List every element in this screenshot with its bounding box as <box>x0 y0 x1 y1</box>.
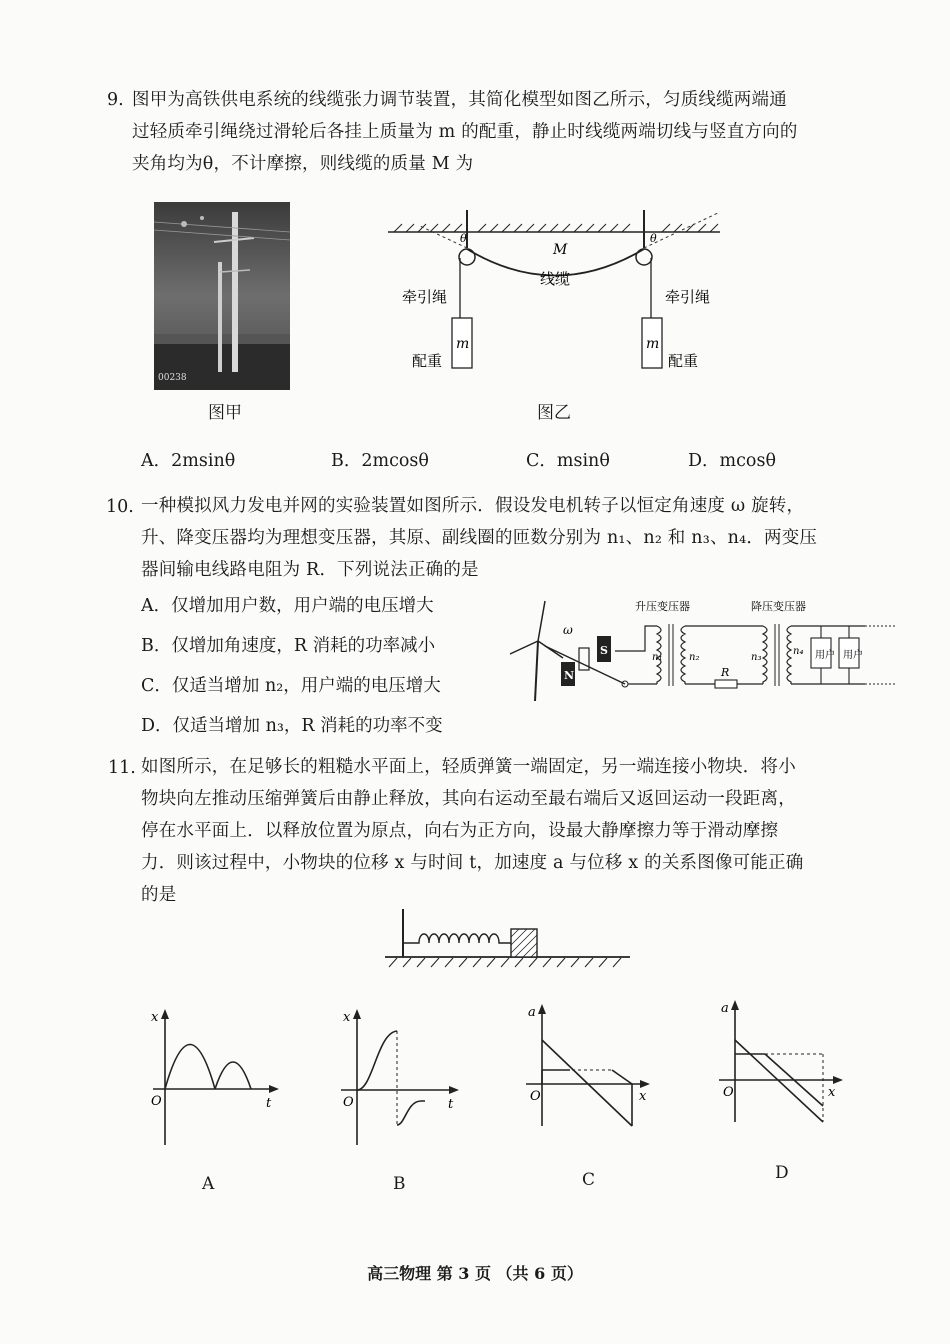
q11-spring-figure <box>385 905 630 973</box>
q9-number: 9. <box>107 90 124 110</box>
n2-label: n₂ <box>689 652 700 663</box>
graph-c-xlabel: x <box>639 1089 647 1104</box>
step-up-label: 升压变压器 <box>635 600 690 613</box>
q9-diagram <box>380 202 730 392</box>
q9-photo <box>154 202 290 390</box>
graph-c-ylabel: a <box>528 1005 536 1020</box>
cable-mass-label: M <box>553 242 568 258</box>
q9-line-3: 夹角均为θ，不计摩擦，则线缆的质量 M 为 <box>132 154 474 174</box>
weight-left-m: m <box>456 336 470 352</box>
resistor-label: R <box>721 666 730 679</box>
q10-option-d: D．仅适当增加 n₃，R 消耗的功率不变 <box>141 716 443 736</box>
n3-label: n₃ <box>751 652 762 663</box>
q10-option-a: A．仅增加用户数，用户端的电压增大 <box>141 596 434 616</box>
graph-d-origin: O <box>723 1085 734 1100</box>
q10-number: 10. <box>106 497 134 517</box>
graph-d-xlabel: x <box>828 1085 836 1100</box>
weight-left-label: 配重 <box>412 352 443 370</box>
rope-right-label: 牵引绳 <box>665 288 711 306</box>
rope-left-label: 牵引绳 <box>402 288 448 306</box>
graph-d-ylabel: a <box>721 1001 729 1016</box>
omega-label: ω <box>563 623 573 637</box>
q9-option-d: D．mcosθ <box>688 451 776 471</box>
q10-diagram <box>505 596 895 706</box>
n1-label: n₁ <box>652 652 663 663</box>
q11-line-2: 物块向左推动压缩弹簧后由静止释放，其向右运动至最右端后又返回运动一段距离， <box>141 789 796 809</box>
graph-c-label: C <box>582 1170 596 1190</box>
q11-number: 11. <box>108 758 136 778</box>
graph-d-label: D <box>775 1163 789 1183</box>
graph-a-label: A <box>202 1174 215 1194</box>
q9-fig-a-caption: 图甲 <box>208 403 242 423</box>
magnet-n-label: N <box>564 669 575 682</box>
q10-option-c: C．仅适当增加 n₂，用户端的电压增大 <box>141 676 441 696</box>
graph-b-origin: O <box>343 1095 354 1110</box>
weight-right-label: 配重 <box>668 352 699 370</box>
user-1-label: 用户 <box>815 650 835 661</box>
theta-right: θ <box>650 232 657 245</box>
q11-line-4: 力．则该过程中，小物块的位移 x 与时间 t，加速度 a 与位移 x 的关系图像可能正确 <box>141 853 804 873</box>
graph-d <box>715 996 850 1126</box>
weight-right-m: m <box>646 336 660 352</box>
magnet-s-label: S <box>600 644 608 657</box>
q9-line-2: 过轻质牵引绳绕过滑轮后各挂上质量为 m 的配重，静止时线缆两端切线与竖直方向的 <box>132 122 798 142</box>
graph-a-xlabel: t <box>266 1096 272 1111</box>
user-2-label: 用户 <box>843 650 863 661</box>
q10-line-3: 器间输电线路电阻为 R．下列说法正确的是 <box>141 560 479 580</box>
q9-option-b: B．2mcosθ <box>331 451 429 471</box>
q11-line-5: 的是 <box>141 885 177 905</box>
theta-left: θ <box>460 232 467 245</box>
page-footer: 高三物理 第 3 页 （共 6 页） <box>367 1264 583 1283</box>
graph-c <box>522 1000 657 1130</box>
q10-line-1: 一种模拟风力发电并网的实验装置如图所示．假设发电机转子以恒定角速度 ω 旋转， <box>141 496 805 516</box>
q10-line-2: 升、降变压器均为理想变压器，其原、副线圈的匝数分别为 n₁、n₂ 和 n₃、n₄．两变压 <box>141 528 818 548</box>
q10-option-b: B．仅增加角速度，R 消耗的功率减小 <box>141 636 436 656</box>
step-down-label: 降压变压器 <box>751 600 806 613</box>
graph-a-origin: O <box>151 1094 162 1109</box>
q9-fig-b-caption: 图乙 <box>537 403 571 423</box>
q11-line-1: 如图所示，在足够长的粗糙水平面上，轻质弹簧一端固定，另一端连接小物块．将小 <box>141 757 796 777</box>
q9-line-1: 图甲为高铁供电系统的线缆张力调节装置，其简化模型如图乙所示，匀质线缆两端通 <box>132 90 787 110</box>
cable-label: 线缆 <box>540 270 571 288</box>
graph-a-ylabel: x <box>151 1010 159 1025</box>
graph-b-xlabel: t <box>448 1097 454 1112</box>
graph-b-ylabel: x <box>343 1010 351 1025</box>
graph-c-origin: O <box>530 1089 541 1104</box>
graph-b-label: B <box>393 1174 406 1194</box>
graph-a <box>145 1005 285 1150</box>
photo-stamp: 00238 <box>158 373 187 383</box>
n4-label: n₄ <box>793 646 804 657</box>
q9-option-a: A．2msinθ <box>141 451 236 471</box>
q9-option-c: C．msinθ <box>526 451 610 471</box>
q11-line-3: 停在水平面上．以释放位置为原点，向右为正方向，设最大静摩擦力等于滑动摩擦 <box>141 821 779 841</box>
graph-b <box>335 1005 465 1150</box>
